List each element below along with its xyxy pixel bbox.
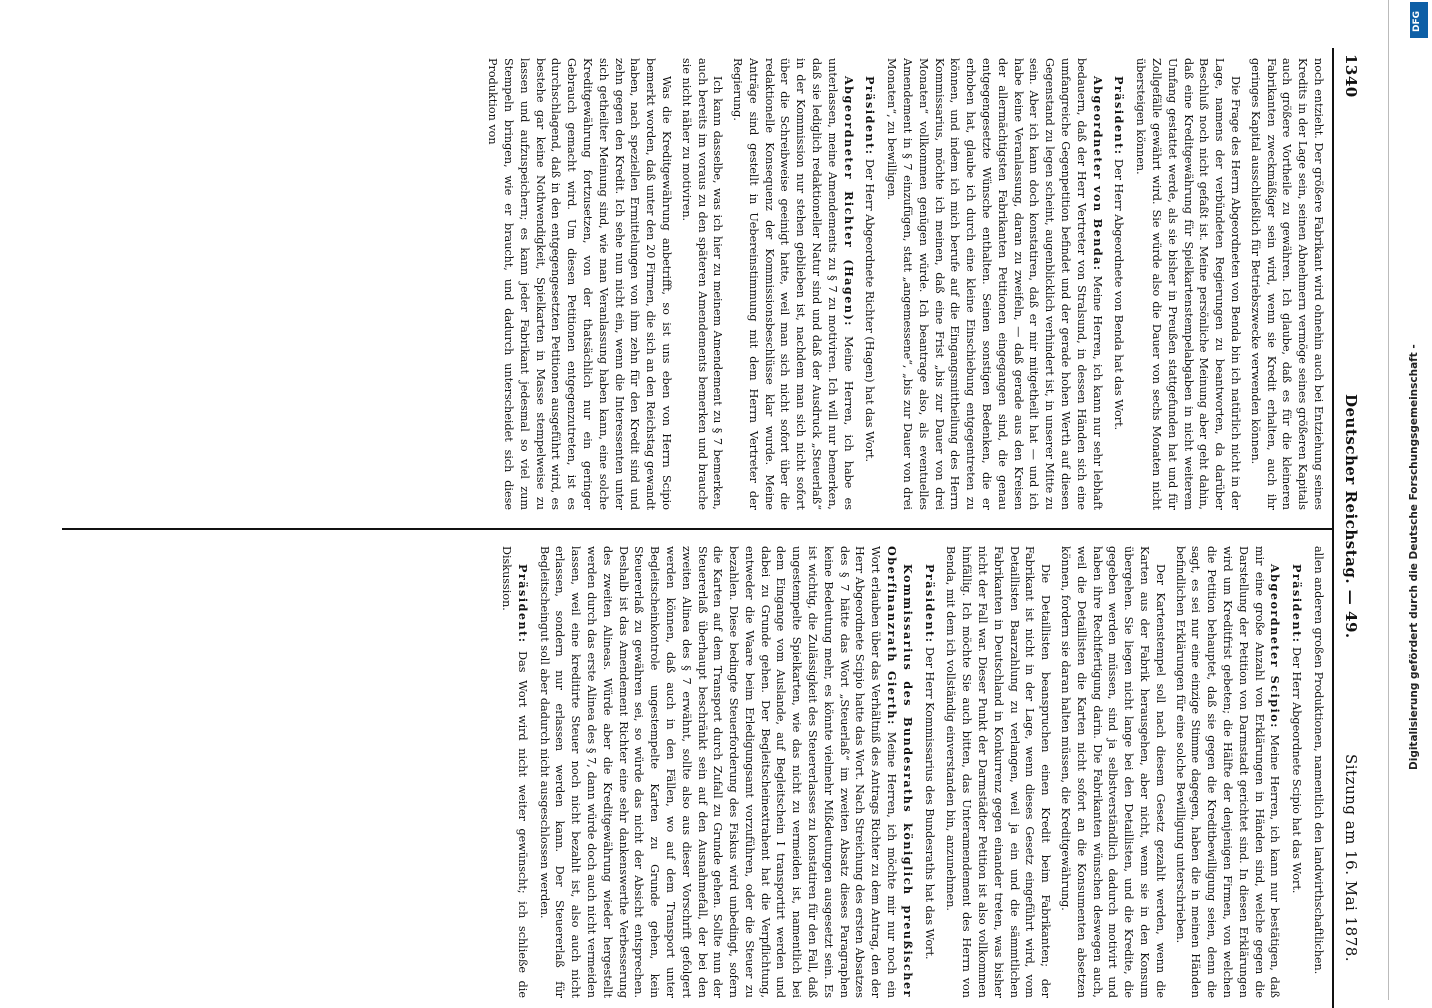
speech-text: Meine Herren, ich habe es unterlassen, meine Amendements zu § 7 zu motiviren. Ich will nur bemerken, daß sie lediglich redaktioneller Natur sind und daß der Ausdruck „Steuerlaß“ in der Kommission nur stehen geblieben ist, nachdem man sich nicht sofort über die Schreibweise geeinigt hatte, weil man sich nicht sofort über die redaktionelle Konsequenz der Kommissionsbeschlüsse klar wurde. Meine Anträge sind gestellt in Uebereinstimmung mit dem Herrn Vertreter der Regierung.	[731, 58, 855, 510]
speaker-label: Abgeordneter von Benda:	[1090, 76, 1105, 272]
speech-text: Der Herr Abgeordnete von Benda hat das Wort.	[1112, 159, 1126, 431]
speaker-paragraph	[862, 58, 878, 510]
speaker-label: Präsident:	[863, 76, 878, 156]
speech-text: Der Herr Kommissarius des Bundesraths hat das Wort.	[922, 647, 936, 960]
speaker-label: Abgeordneter Scipio:	[1268, 564, 1283, 729]
speaker-label: Präsident:	[515, 564, 530, 644]
left-column	[62, 58, 1326, 510]
speaker-label: Präsident:	[1112, 76, 1127, 156]
dfg-logo-text: DFG	[1412, 10, 1422, 32]
header-left-title: Deutscher Reichstag. — 49.	[1342, 394, 1360, 639]
column-divider	[62, 528, 1332, 530]
digitization-credit-text: Digitalisierung gefördert durch die Deutsche Forschungsgemeinschaft -	[1408, 344, 1420, 770]
speaker-paragraph	[729, 58, 855, 510]
speech-text: Meine Herren, ich kann nur bestätigen, daß mir eine große Anzahl von Erklärungen in Händen sind, welche gegen die Darstellung der Petition von Darmstadt gerichtet sind. In diesen Erklärungen wird um Kreditfrist gebeten; die Hälfte der denjenigen Firmen, von welchen die Petition behauptet, daß sie gegen die Kreditbewilligung seien, denn die sagt, es sei nur eine einzige Stimme dagegen, haben die in meinen Händen befindlichen Erklärungen für eine solche Bewilligung unterschrieben.	[1173, 546, 1282, 998]
speaker-paragraph	[1111, 58, 1127, 510]
speech-text: Meine Herren, ich möchte mir nur noch ein Wort erlauben über das Verhältniß des Antrags Richter zu dem Antrag, den der Herr Abgeordnete Scipio hatte das Wort. Nach Streichung des ersten Absatzes des § 7 hätte das Wort „Steuerlaß“ im zweiten Absatz dieses Paragraphen keine Bedeutung mehr, es könnte vielmehr Mißdeutungen ausgesetzt sein. Es ist wichtig, die Zulässigkeit des Steuererlasses zu konstatiren für den Fall, daß ungestempelte Spielkarten, wie das nicht zu vermeiden ist, namentlich bei dem Eingange vom Auslande, auf Begleitschein I transportirt werden und dabei zu Grunde gehen. Der Begleitscheinextrahent hat die Verpflichtung, entweder die Waare beim Erledigungsamt vorzuführen, oder die Steuer zu bezahlen. Diese bedingte Steuerforderung des Fiskus wird unbedingt, sofern die Karten auf dem Transport durch Zufall zu Grunde gehen. Sollte nun der Steuererlaß überhaupt beschränkt sein auf den Ausnahmefall, der bei den zweiten Alinea des § 7 erwähnt, sollte also aus dieser Vorschrift gefolgert werden können, daß auch in den Fällen, wo auf dem Transport unter Begleitscheinkontrole ungestempelte Karten zu Grunde gehen, kein Steuererlaß zu gewähren sei, so würde das nicht der Absicht entsprechen. Deshalb ist das Amendement Richter eine sehr dankenswerthe Verbesserung des zweiten Alineas. Würde aber die Kreditgewährung wieder hergestellt werden durch das erste Alinea des § 7, dann würde doch auch nicht vermeiden lassen, weil eine kreditirte Steuer noch nicht bezahlt ist, also auch nicht erlassen, sondern nur erlassen werden kann. Der Steuererlaß für Begleitscheingut soll aber dadurch nicht ausgeschlossen werden.	[537, 546, 899, 998]
speaker-paragraph	[1172, 546, 1283, 998]
speech-text: Der Herr Abgeordnete Richter (Hagen) hat das Wort.	[863, 159, 877, 463]
paragraph: noch entzieht. Der größere Fabrikant wird ohnehin auch bei Entziehung seines Kredits in der Lage sein, seinen Abnehmern vermöge seines größeren Kapitals auch größere Vortheile zu gewähren. Ich glaube, daß es für die kleineren Fabrikanten zweckmäßiger sein wird, wenn sie Kredit erhalten, auch ihr geringes Kapital ausschließlich für Betriebszwecke verwenden können.	[1248, 58, 1325, 510]
speech-text: Meine Herren, ich kann nur sehr lebhaft bedauern, daß der Herr Vertreter von Stralsund, in dessen Händen sich eine umfangreiche Gegenpetition befindet und der gerade hohen Werth auf diesen Gegenstand zu legen scheint, augenblicklich verhindert ist, in unserer Mitte zu sein. Aber ich kann doch konstatiren, daß er mir mitgetheilt hat — und ich habe keine Veranlassung, daran zu zweifeln, — daß gerade aus den Kreisen der allermächtigsten Fabrikanten Petitionen eingegangen sind, die genau entgegengesetzte Wünsche enthalten. Seinen sonstigen Bedenken, die er erhoben hat, glaube ich durch eine kleine Einschiebung entgegentreten zu können, und indem ich mich berufe auf die Eingangsmittheilung des Herrn Kommissarius, möchte ich meinen, daß eine Frist „bis zur Dauer von drei Monaten“ vollkommen genügen würde. Ich beantrage also, als eventuelles Amendement in § 7 einzufügen, statt „angemessene“, „bis zur Dauer von drei Monaten“, zu bewilligen.	[885, 58, 1104, 510]
scan-edge-line	[1388, 0, 1389, 1000]
paragraph: Der Kartenstempel soll nach diesem Gesetz gezahlt werden, wenn die Karten aus der Fabrik herausgehen, aber nicht, wenn sie in den Konsum übergehen. Sie liegen nicht lange bei den Detaillisten, und die Kredite, die gegeben werden müssen, sind ja selbstverständlich dadurch motivirt und haben ihre Rechtfertigung darin. Die Fabrikanten wünschen deswegen auch, weil die Detaillisten die Karten nicht sofort an die Konsumenten absetzen können, fordern sie daran halten müssen, die Kreditgewährung.	[1059, 546, 1167, 998]
speech-text: Der Herr Abgeordnete Scipio hat das Wort.	[1290, 647, 1304, 894]
rotated-page	[62, 48, 1362, 1008]
speaker-paragraph	[883, 58, 1104, 510]
speaker-label: Abgeordneter Richter (Hagen):	[841, 76, 856, 327]
digitization-credit	[1408, 10, 1424, 990]
speaker-paragraph	[498, 546, 530, 998]
paragraph: allen anderen großen Produktionen, namentlich den landwirthschaftlichen.	[1312, 546, 1325, 975]
paragraph: Die Detaillisten beanspruchen einen Kredit beim Fabrikanten; der Fabrikant ist nicht in der Lage, wenn dieses Gesetz eingeführt wird, vom Detaillisten Baarzahlung zu verlangen, weil ja ein und die sämmtlichen Fabrikanten in Deutschland in Konkurrenz gegen einander treten, was bisher nicht der Fall war. Dieser Punkt der Darmstädter Petition ist also vollkommen hinfällig. Ich möchte Sie auch bitten, das Unteramendement des Herrn von Benda, mit dem ich vollständig einverstanden bin, anzunehmen.	[944, 546, 1053, 998]
paragraph: Ich kann dasselbe, was ich hier zu meinem Amendement zu § 7 bemerken, auch bereits im voraus zu den späteren Amendements bemerken und brauche sie nicht näher zu motiviren.	[679, 58, 725, 510]
header-rule	[1332, 48, 1334, 1008]
paragraph: Was die Kreditgewährung anbetrifft, so ist uns eben von Herrn Scipio bemerkt worden, daß unter den 20 Firmen, die sich an den Reichstag gewandt haben, nach speziellen Ermittelungen von ihm zehn für den Kredit sind und zehn gegen den Kredit. Ich sehe nun nicht ein, wenn die Interessenten unter sich getheilter Meinung sind, wie man Veranlassung haben kann, eine solche Kreditgewährung fortzusetzen, von der thatsächlich nur ein geringer Gebrauch gemacht wird. Um diesen Petitionen entgegenzutreten, ist es durchschlagend, daß in den entgegengesetzten Petitionen ausgeführt wird, es bestehe gar keine Nothwendigkeit, Spielkarten in Masse stempelweise zu lassen und aufzuspeichern; es kann jeder Fabrikant jedesmal so viel zum Stempeln bringen, wie er braucht, und dadurch unterscheidet sich diese Produktion von	[486, 58, 673, 510]
header-right-title: Sitzung am 16. Mai 1878.	[1342, 754, 1360, 963]
speaker-paragraph	[536, 546, 915, 998]
page-number: 1340	[1342, 54, 1360, 98]
speaker-paragraph	[1288, 546, 1304, 998]
right-column	[62, 546, 1326, 998]
speech-text: Das Wort wird nicht weiter gewünscht; ich schließe die Diskussion.	[499, 546, 529, 998]
speaker-label: Präsident:	[922, 564, 937, 644]
paragraph: Die Frage des Herrn Abgeordneten von Benda bin ich natürlich nicht in der Lage, namens der verbündeten Regierungen zu beantworten, da darüber Beschluß noch nicht gefaßt ist. Meine persönliche Meinung aber geht dahin, daß eine Kreditgewährung für Spielkartenstempelabgaben in nicht weiterem Umfang gestattet werde, als sie bisher in Preußen stattgefunden hat und für Zollgefälle gewährt wird. Sie würde also die Dauer von sechs Monaten nicht übersteigen können.	[1134, 58, 1243, 510]
speaker-label: Kommissarius des Bundesraths königlich preußischer Oberfinanzrath Gierth:	[885, 546, 915, 998]
speaker-paragraph	[921, 546, 937, 998]
page-header	[1334, 54, 1360, 1002]
speaker-label: Präsident:	[1290, 564, 1305, 644]
